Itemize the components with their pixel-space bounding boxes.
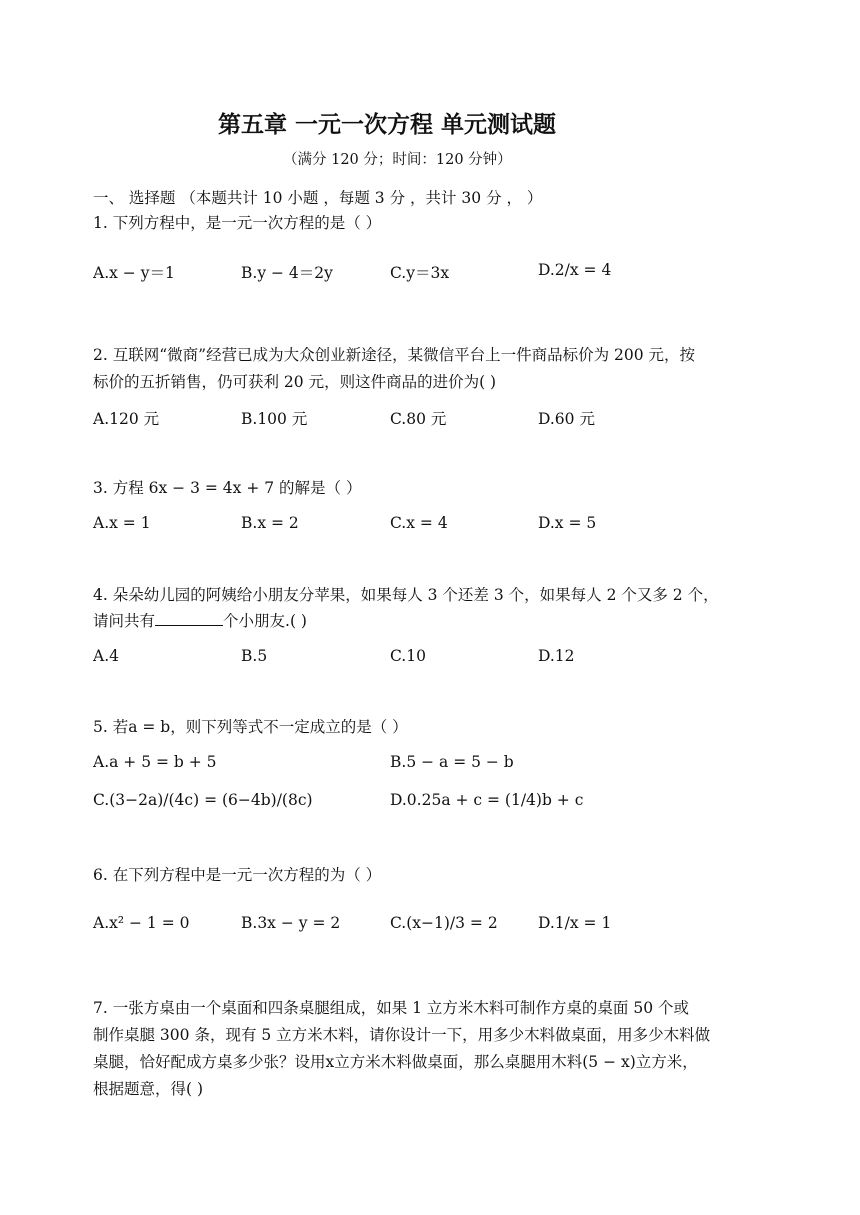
- q2-option-a: A.120 元: [93, 410, 160, 428]
- q5-option-a: A.a + 5 = b + 5: [93, 753, 217, 771]
- question-2-line-1: 2. 互联网“微商”经营已成为大众创业新途径，某微信平台上一件商品标价为 200 元，按: [93, 346, 696, 364]
- q3-option-d: D.x = 5: [538, 514, 597, 532]
- q4-option-c: C.10: [390, 647, 426, 665]
- page-title: 第五章 一元一次方程 单元测试题: [218, 112, 557, 138]
- q1-option-d: D.2/x = 4: [538, 261, 612, 279]
- question-1: 1. 下列方程中，是一元一次方程的是（ ）: [93, 214, 382, 232]
- q1-option-b: B.y − 4＝2y: [241, 264, 333, 282]
- question-7-line-2: 制作桌腿 300 条，现有 5 立方米木料，请你设计一下，用多少木料做桌面，用多少木料做: [93, 1026, 711, 1044]
- question-4-line-2: [93, 607, 307, 635]
- question-7-line-4: 根据题意，得( ): [93, 1080, 204, 1098]
- q6-option-d: D.1/x = 1: [538, 914, 612, 932]
- q1-option-a: A.x − y＝1: [93, 264, 175, 282]
- question-4-line-1: 4. 朵朵幼儿园的阿姨给小朋友分苹果，如果每人 3 个还差 3 个，如果每人 2 个又多 2 个，: [93, 586, 719, 604]
- q2-option-b: B.100 元: [241, 410, 308, 428]
- q1-option-c: C.y＝3x: [390, 264, 450, 282]
- question-4-line-2-start: 请问共有: [93, 612, 156, 630]
- q2-option-d: D.60 元: [538, 410, 595, 428]
- question-7-line-3: 桌腿，恰好配成方桌多少张？设用x立方米木料做桌面，那么桌腿用木料(5 − x)立方米，: [93, 1053, 698, 1071]
- q3-option-c: C.x = 4: [390, 514, 448, 532]
- section-heading: 一、 选择题 （本题共计 10 小题 ，每题 3 分 ，共计 30 分 ， ）: [93, 189, 543, 207]
- q5-option-b: B.5 − a = 5 − b: [390, 753, 514, 771]
- q4-option-d: D.12: [538, 647, 575, 665]
- q6-option-a: A.x² − 1 = 0: [93, 914, 190, 932]
- page-subtitle: （满分 120 分；时间：120 分钟）: [283, 152, 512, 168]
- question-5: 5. 若a = b，则下列等式不一定成立的是（ ）: [93, 718, 408, 736]
- q4-option-b: B.5: [241, 647, 268, 665]
- question-3: 3. 方程 6x − 3 = 4x + 7 的解是（ ）: [93, 479, 362, 497]
- q2-option-c: C.80 元: [390, 410, 447, 428]
- question-4-line-2-end: 个小朋友.( ): [223, 612, 307, 630]
- q3-option-a: A.x = 1: [93, 514, 151, 532]
- question-6: 6. 在下列方程中是一元一次方程的为（ ）: [93, 866, 382, 884]
- question-2-line-2: 标价的五折销售，仍可获利 20 元，则这件商品的进价为( ): [93, 373, 497, 391]
- q5-option-d: D.0.25a + c = (1/4)b + c: [390, 791, 584, 809]
- q6-option-b: B.3x − y = 2: [241, 914, 341, 932]
- q6-option-c: C.(x−1)/3 = 2: [390, 914, 498, 932]
- q5-option-c: C.(3−2a)/(4c) = (6−4b)/(8c): [93, 791, 313, 809]
- q3-option-b: B.x = 2: [241, 514, 299, 532]
- answer-blank: [155, 609, 223, 626]
- q4-option-a: A.4: [93, 647, 119, 665]
- question-7-line-1: 7. 一张方桌由一个桌面和四条桌腿组成，如果 1 立方米木料可制作方桌的桌面 50 个或: [93, 999, 690, 1017]
